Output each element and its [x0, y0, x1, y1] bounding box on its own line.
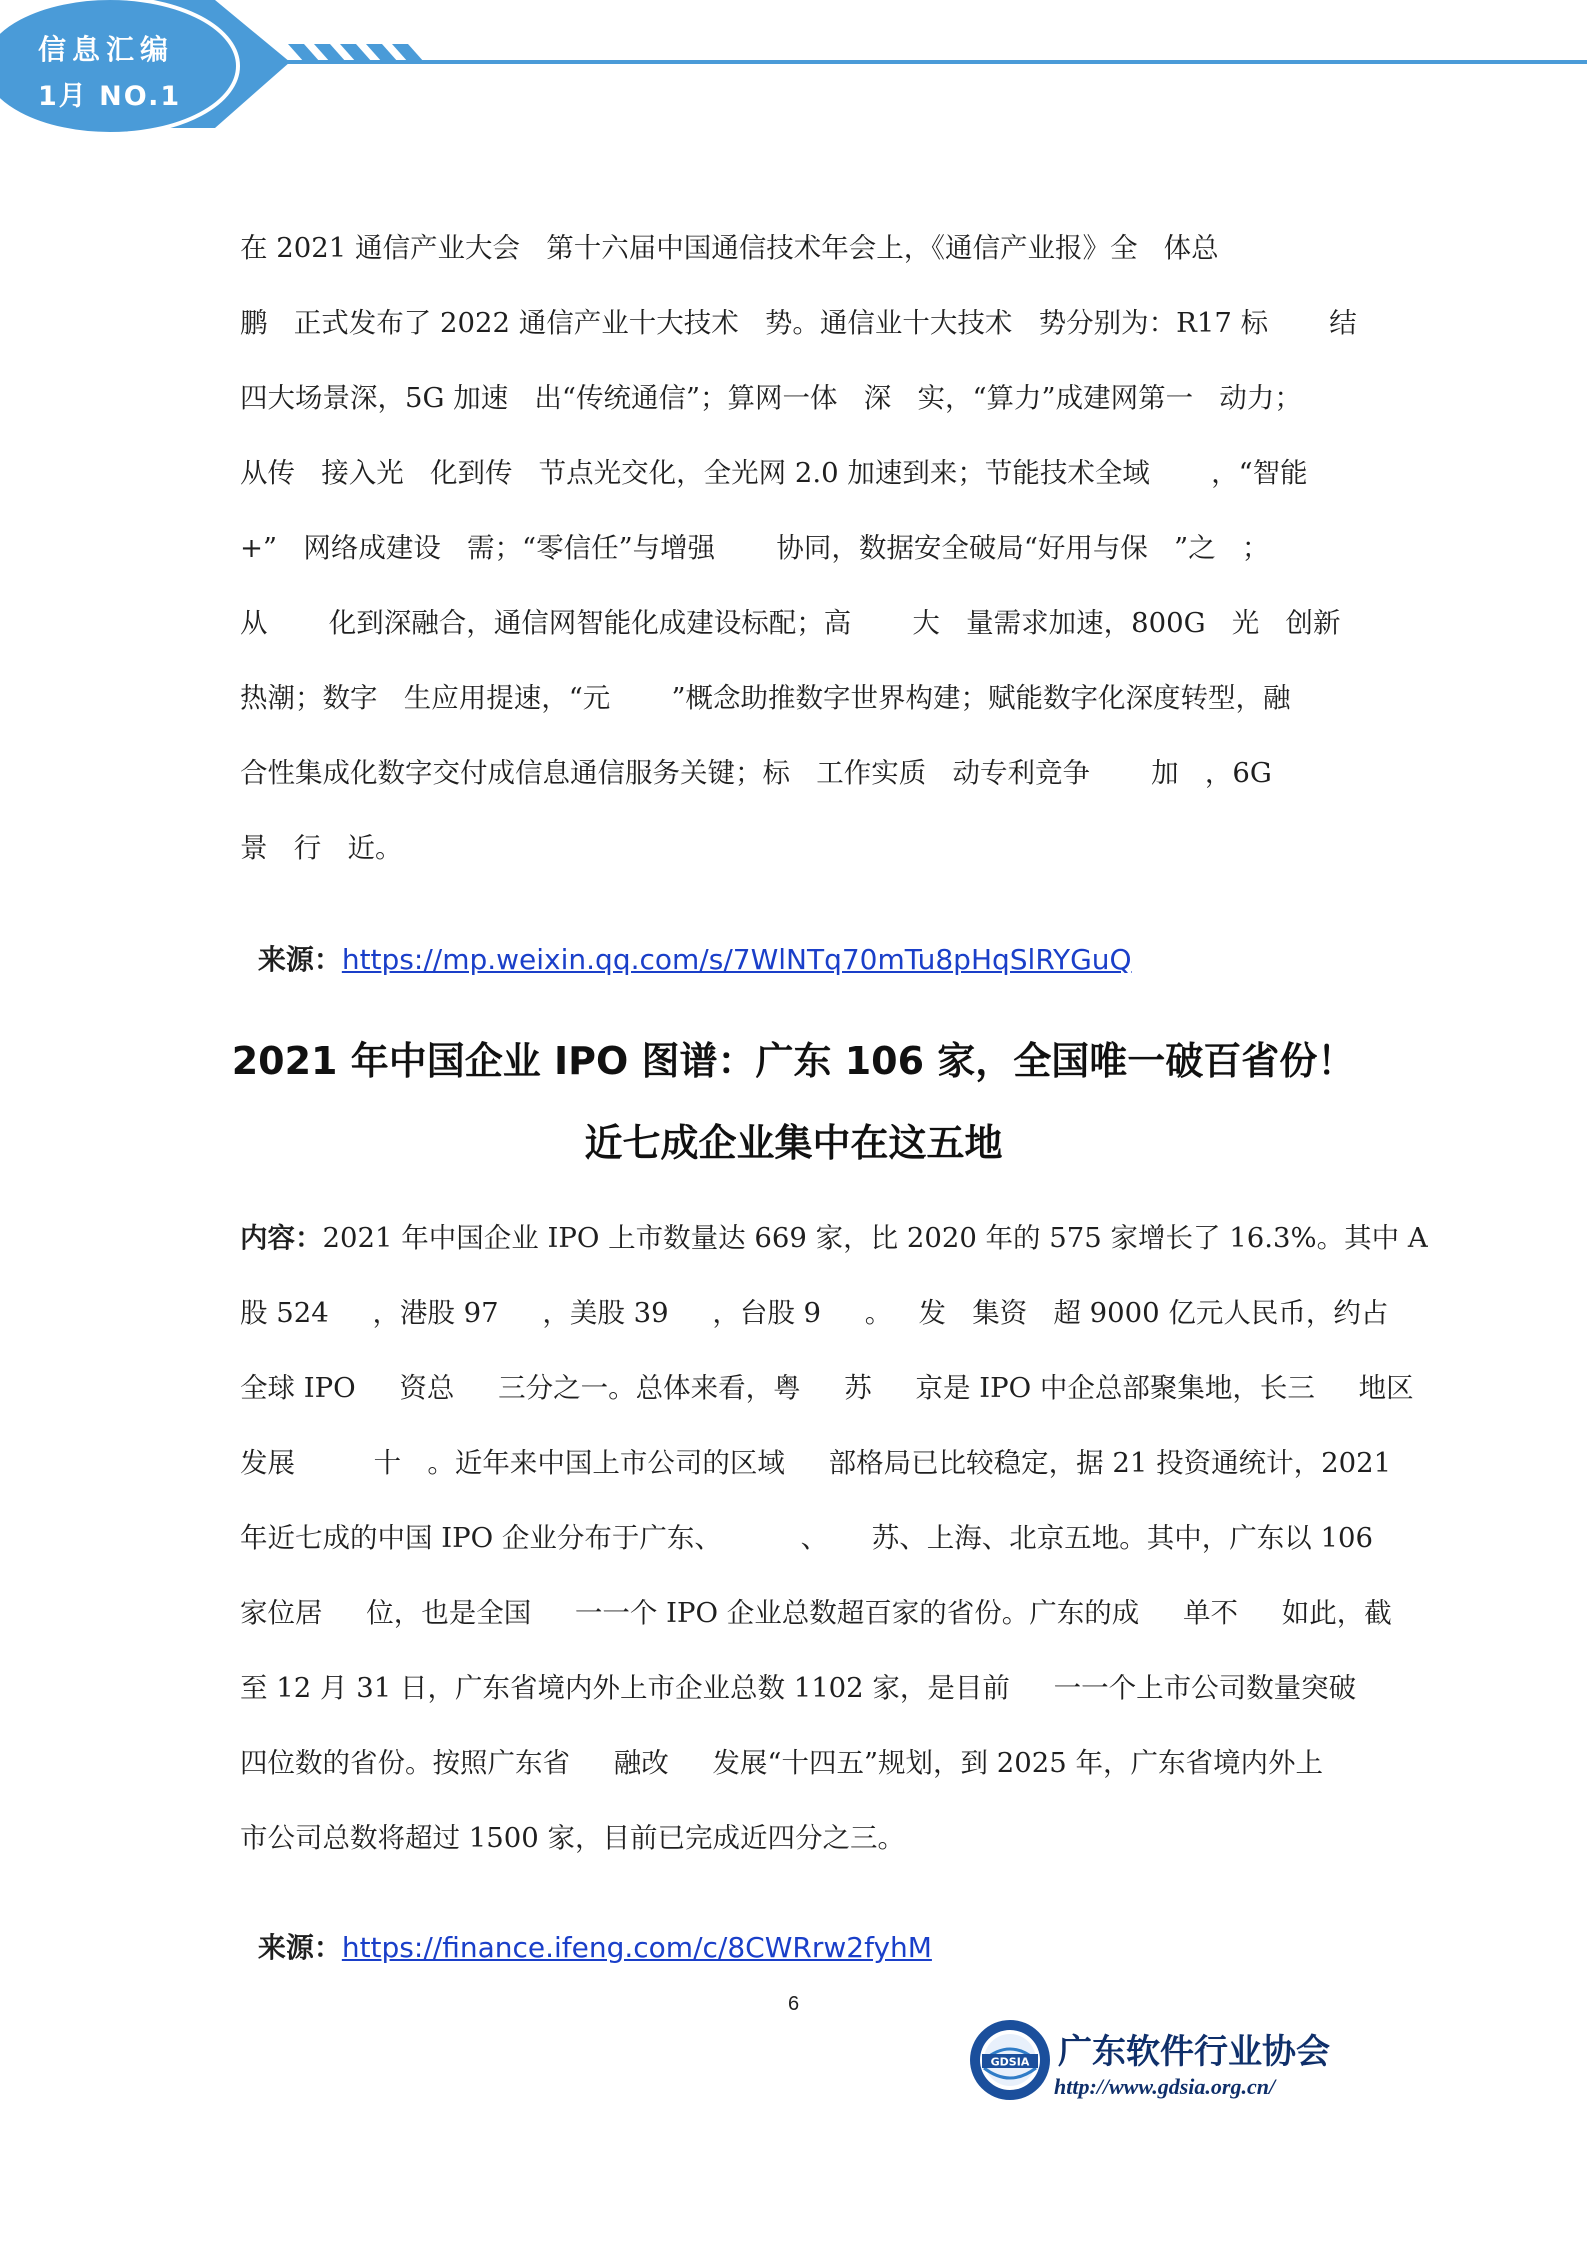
- gdsia-logo-icon: [968, 2018, 1052, 2102]
- source-label: 来源：: [257, 943, 342, 976]
- text-line: 年近七成的中国 IPO 企业分布于广东、 、 苏、上海、北京五地。其中，广东以 106: [240, 1522, 1374, 1554]
- header-banner: [0, 0, 1587, 140]
- text-line: 股 524 ，港股 97 ，美股 39 ，台股 9 。 发 集资 超 9000 亿元人民币，约占: [240, 1297, 1389, 1329]
- text-line: 在 2021 通信产业大会 第十六届中国通信技术年会上，《通信产业报》全 体总: [240, 232, 1219, 264]
- text-line: 家位居 位，也是全国 一一个 IPO 企业总数超百家的省份。广东的成 单不 如此，截: [240, 1597, 1392, 1629]
- header-graphic: [0, 0, 1587, 140]
- text-line: 热潮；数字 生应用提速，“元 ”概念助推数字世界构建；赋能数字化深度转型，融: [240, 682, 1291, 714]
- text-line: [240, 1218, 1428, 1258]
- text-line: 景 行 近。: [240, 832, 403, 864]
- page-number: 6: [787, 1993, 800, 2015]
- text-line: 发展 十 。近年来中国上市公司的区域 部格局已比较稳定，据 21 投资通统计，2021: [240, 1447, 1392, 1479]
- article2-title-line2: 近七成企业集中在这五地: [584, 1121, 1003, 1165]
- text-line: 四大场景深，5G 加速 出“传统通信”；算网一体 深 实，“算力”成建网第一 动力；: [240, 382, 1302, 414]
- source-link[interactable]: https://mp.weixin.qq.com/s/7WlNTq70mTu8pHqSlRYGuQ: [341, 943, 1132, 976]
- text-line: 鹏 正式发布了 2022 通信产业十大技术 势。通信业十大技术 势分别为：R17 标 结: [240, 307, 1357, 339]
- article2-title-line1: 2021 年中国企业 IPO 图谱：广东 106 家，全国唯一破百省份！: [231, 1039, 1356, 1083]
- text-line: 至 12 月 31 日，广东省境内外上市企业总数 1102 家，是目前 一一个上市公司数量突破: [240, 1672, 1357, 1704]
- dash-5: [392, 44, 424, 62]
- article1-source: [240, 900, 1132, 980]
- text-line: 从 化到深融合，通信网智能化成建设标配；高 大 量需求加速，800G 光 创新: [240, 607, 1341, 639]
- text-line: 市公司总数将超过 1500 家，目前已完成近四分之三。: [240, 1822, 905, 1854]
- org-url: http://www.gdsia.org.cn/: [1054, 2074, 1276, 2099]
- dash-3: [340, 44, 372, 62]
- content-label: 内容：: [240, 1222, 323, 1254]
- source-link[interactable]: https://finance.ifeng.com/c/8CWRrw2fyhM: [341, 1931, 932, 1964]
- header-rule: [250, 60, 1587, 64]
- logo-text: GDSIA: [990, 2055, 1030, 2069]
- text-line: 合性集成化数字交付成信息通信服务关键；标 工作实质 动专利竞争 加 ，6G: [240, 757, 1272, 789]
- text-line: 全球 IPO 资总 三分之一。总体来看，粤 苏 京是 IPO 中企总部聚集地，长三 地区: [240, 1372, 1414, 1404]
- text-line: 四位数的省份。按照广东省 融改 发展“十四五”规划，到 2025 年，广东省境内外上: [240, 1747, 1323, 1779]
- article2-source: [240, 1888, 932, 1968]
- text-span: 2021 年中国企业 IPO 上市数量达 669 家，比 2020 年的 575 家增长了 16.3%。其中 A: [322, 1222, 1428, 1254]
- badge-issue: 1月 NO.1: [38, 81, 182, 112]
- org-name: 广东软件行业协会: [1058, 2032, 1330, 2072]
- dash-2: [314, 44, 346, 62]
- dash-4: [366, 44, 398, 62]
- source-label: 来源：: [257, 1931, 342, 1964]
- dash-1: [288, 44, 320, 62]
- text-line: 从传 接入光 化到传 节点光交化，全光网 2.0 加速到来；节能技术全域 ，“智能: [240, 457, 1308, 489]
- badge-title: 信息汇编: [38, 33, 175, 66]
- text-line: +” 网络成建设 需；“零信任”与增强 协同，数据安全破局“好用与保 ”之 ；: [240, 532, 1270, 564]
